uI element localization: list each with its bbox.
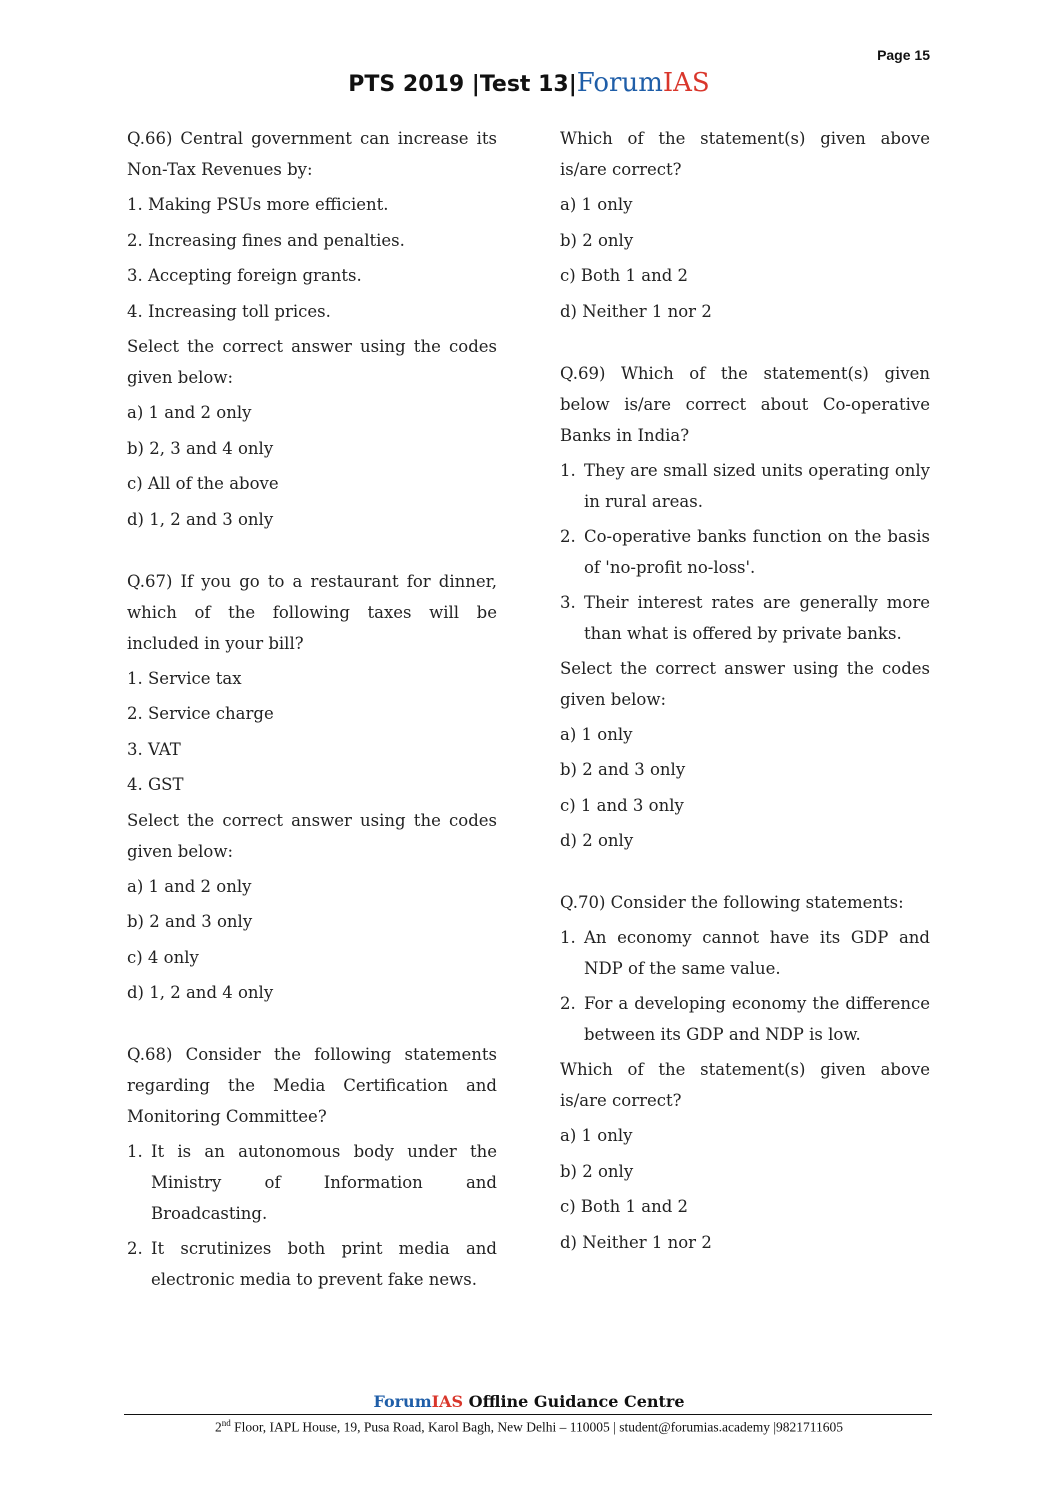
brand-logo-forum: Forum [576, 68, 663, 98]
question-67 [127, 566, 497, 1009]
answer-option: a) 1 only [560, 724, 633, 744]
statement-item: 3. Their interest rates are generally more than what is offered by private banks. [560, 592, 930, 643]
answer-option: c) 4 only [127, 947, 199, 967]
question-stem: Q.69) Which of the statement(s) given below is/are correct about Co-operative Banks in India? [560, 363, 930, 445]
footer-centre-label: Offline Guidance Centre [463, 1392, 685, 1411]
question-68 [127, 1039, 497, 1295]
answer-option: b) 2 and 3 only [127, 912, 253, 931]
answer-option: b) 2 and 3 only [560, 760, 686, 779]
answer-option: d) 1, 2 and 4 only [127, 983, 274, 1002]
statement-item: 2. Service charge [127, 704, 274, 723]
answer-option: d) 2 only [560, 831, 634, 850]
statement-item: 1. Service tax [127, 668, 242, 688]
statement-item: 4. Increasing toll prices. [127, 301, 331, 321]
answer-option: b) 2 only [560, 230, 634, 250]
footer-title [0, 1392, 1058, 1411]
statement-item: 1. It is an autonomous body under the Ministry of Information and Broadcasting. [127, 1142, 497, 1223]
answer-option: c) All of the above [127, 474, 279, 493]
statement-item: 3. VAT [127, 739, 181, 759]
statement-item: 1. They are small sized units operating only in rural areas. [560, 460, 930, 511]
page-header [0, 68, 1058, 98]
statement-item: 2. Increasing fines and penalties. [127, 230, 405, 250]
instruction-text: Which of the statement(s) given above is/are correct? [560, 1060, 930, 1110]
header-test-label: PTS 2019 |Test 13| [348, 72, 577, 97]
instruction-text: Select the correct answer using the codes given below: [127, 337, 497, 387]
footer-brand-forum: Forum [373, 1392, 432, 1411]
answer-option: a) 1 and 2 only [127, 403, 252, 422]
answer-option: a) 1 and 2 only [127, 876, 252, 896]
footer-divider [124, 1414, 932, 1415]
answer-option: c) Both 1 and 2 [560, 1197, 688, 1216]
instruction-text: Select the correct answer using the codes given below: [560, 658, 930, 709]
footer-brand-ias: IAS [431, 1392, 464, 1411]
statement-item: 2. It scrutinizes both print media and electronic media to prevent fake news. [127, 1239, 497, 1289]
page-number: Page 15 [877, 47, 930, 63]
question-69 [560, 358, 930, 857]
instruction-text: Select the correct answer using the codes given below: [127, 810, 497, 861]
answer-option: b) 2 only [560, 1161, 634, 1181]
question-68-continued [560, 123, 930, 327]
brand-logo-ias: IAS [662, 68, 710, 98]
question-stem: Q.66) Central government can increase its Non-Tax Revenues by: [127, 129, 497, 179]
statement-item: 2. For a developing economy the difference between its GDP and NDP is low. [560, 994, 930, 1044]
right-column [560, 123, 930, 1289]
question-stem: Q.68) Consider the following statements regarding the Media Certification and Monitoring Committee? [127, 1045, 497, 1126]
statement-item: 4. GST [127, 775, 184, 794]
answer-option: d) Neither 1 nor 2 [560, 301, 712, 321]
statement-item: 3. Accepting foreign grants. [127, 266, 362, 285]
statement-item: 1. An economy cannot have its GDP and NDP of the same value. [560, 928, 930, 978]
question-66 [127, 123, 497, 535]
footer-address: 2nd Floor, IAPL House, 19, Pusa Road, Karol Bagh, New Delhi – 110005 | student@forumias.academy |9821711605 [214, 1418, 844, 1435]
answer-option: d) 1, 2 and 3 only [127, 509, 274, 529]
question-stem: Q.70) Consider the following statements: [560, 893, 904, 912]
instruction-text: Which of the statement(s) given above is/are correct? [560, 129, 930, 179]
answer-option: b) 2, 3 and 4 only [127, 438, 274, 458]
answer-option: d) Neither 1 nor 2 [560, 1232, 712, 1252]
question-stem: Q.67) If you go to a restaurant for dinner, which of the following taxes will be included in your bill? [127, 571, 497, 653]
answer-option: a) 1 only [560, 195, 633, 214]
question-70 [560, 887, 930, 1258]
answer-option: a) 1 only [560, 1126, 633, 1145]
statement-item: 1. Making PSUs more efficient. [127, 195, 389, 214]
statement-item: 2. Co-operative banks function on the basis of 'no-profit no-loss'. [560, 526, 930, 577]
answer-option: c) 1 and 3 only [560, 795, 684, 815]
left-column [127, 123, 497, 1326]
answer-option: c) Both 1 and 2 [560, 266, 688, 285]
